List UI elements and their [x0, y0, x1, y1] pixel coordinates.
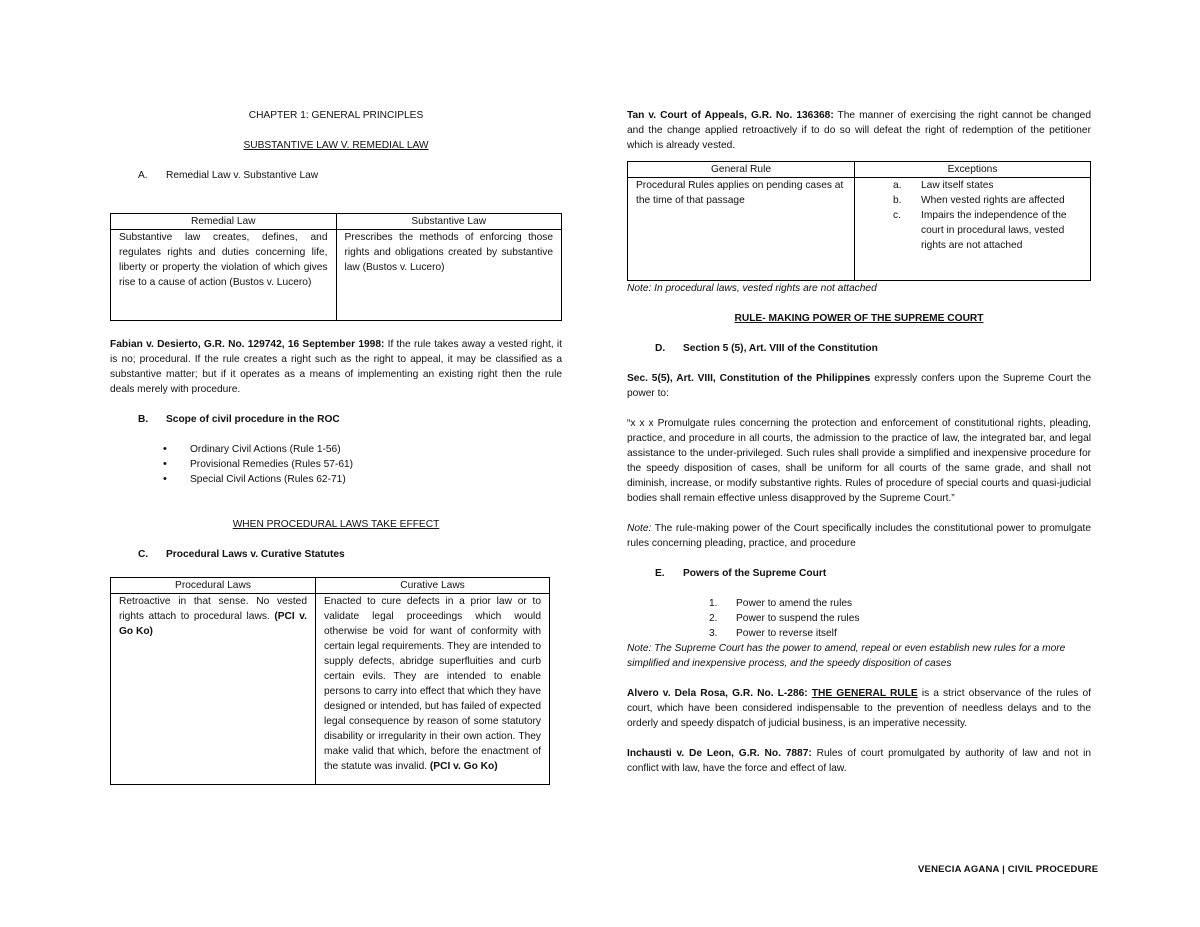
table-cell: Procedural Rules applies on pending cases at the time of that passage: [628, 178, 855, 281]
list-item: 2. Power to suspend the rules: [709, 613, 860, 624]
exceptions-list: [893, 178, 1082, 253]
note-rule-making: Note: The rule-making power of the Court specifically includes the constitutional power to promulgate rules concerning pleading, practice, and procedure: [627, 523, 1091, 549]
tan-case: Tan v. Court of Appeals, G.R. No. 136368: The manner of exercising the right cannot be changed and the change applied retroactively if to do so will defeat the right of redemption of the petitioner which is already vested.: [627, 110, 1091, 151]
table-cell: Enacted to cure defects in a prior law or to validate legal proceedings which would otherwise be void for want of conformity with certain legal requirements. They are intended to supply defects, abridge superfluities and curb certain evils. They are intended to enable persons to carry into effect that which they have designed or intended, but has failed of expected legal consequence by reason of some statutory disability or irregularity in their own action. They make valid that which, before the enactment of the statute was invalid. (PCI v. Go Ko): [316, 594, 550, 785]
table-header: General Rule: [628, 162, 855, 178]
sec5-paragraph: Sec. 5(5), Art. VIII, Constitution of the Philippines expressly confers upon the Supreme Court the power to:: [627, 373, 1091, 399]
inchausti-case: Inchausti v. De Leon, G.R. No. 7887: Rules of court promulgated by authority of law and not in conflict with law, have the force and effect of law.: [627, 748, 1091, 774]
section-title-rule-making: RULE- MAKING POWER OF THE SUPREME COURT: [734, 313, 984, 324]
alvero-case: Alvero v. Dela Rosa, G.R. No. L-286: THE GENERAL RULE is a strict observance of the rules of court, which have been considered indispensable to the prevention of needless delays and to the orderly and speedy dispatch of judicial business, is an imperative necessity.: [627, 688, 1091, 729]
list-item: b. When vested rights are affected: [893, 195, 1065, 206]
heading-b: B. Scope of civil procedure in the ROC: [138, 414, 340, 425]
section-title-substantive-remedial: SUBSTANTIVE LAW V. REMEDIAL LAW: [243, 140, 429, 151]
table-cell: Prescribes the methods of enforcing those rights and obligations created by substantive law (Bustos v. Lucero): [336, 230, 562, 321]
table-header: Exceptions: [855, 162, 1091, 178]
list-item: 3. Power to reverse itself: [709, 628, 837, 639]
table-cell: Retroactive in that sense. No vested rights attach to procedural laws. (PCI v. Go Ko): [111, 594, 316, 785]
powers-list: [627, 596, 1091, 641]
list-item: • Provisional Remedies (Rules 57-61): [190, 457, 562, 472]
procedural-curative-table: [110, 577, 550, 785]
section-title-procedural-laws: WHEN PROCEDURAL LAWS TAKE EFFECT: [232, 519, 440, 530]
chapter-title: CHAPTER 1: GENERAL PRINCIPLES: [248, 110, 424, 121]
heading-d: D. Section 5 (5), Art. VIII of the Constitution: [655, 343, 878, 354]
note-vested-rights: Note: In procedural laws, vested rights are not attached: [627, 283, 877, 294]
remedial-substantive-table: [110, 213, 562, 321]
right-column: [627, 108, 1091, 776]
fabian-case: Fabian v. Desierto, G.R. No. 129742, 16 September 1998: If the rule takes away a vested right, it is no; procedural. If the rule creates a right such as the right to appeal, it may be classified as a substantive matter; but if it operates as a means of implementing an existing right then the rule deals merely with procedure.: [110, 339, 563, 395]
general-rule-exceptions-table: [627, 161, 1091, 281]
page-footer: VENECIA AGANA | CIVIL PROCEDURE: [918, 864, 1099, 875]
constitution-quote: “x x x Promulgate rules concerning the protection and enforcement of constitutional rights, pleading, practice, and procedure in all courts, the admission to the practice of law, the integrated bar, and legal assistance to the under-privileged. Such rules shall provide a simplified and inexpensive procedure for the speedy disposition of cases, shall be uniform for all courts of the same grade, and shall not diminish, increase, or modify substantive rights. Rules of procedure of special courts and quasi-judicial bodies shall remain effective unless disapproved by the Supreme Court.”: [627, 418, 1091, 504]
list-item: • Special Civil Actions (Rules 62-71): [190, 472, 562, 487]
heading-a: A. Remedial Law v. Substantive Law: [138, 170, 319, 181]
list-item: 1. Power to amend the rules: [709, 598, 853, 609]
table-cell: [855, 178, 1091, 281]
heading-c: C. Procedural Laws v. Curative Statutes: [138, 549, 345, 560]
table-header: Procedural Laws: [111, 578, 316, 594]
note-supreme-court-power: Note: The Supreme Court has the power to amend, repeal or even establish new rules for a more simplified and inexpensive process, and the speedy disposition of cases: [627, 643, 1066, 669]
table-header: Remedial Law: [111, 214, 337, 230]
left-column: [110, 108, 562, 785]
list-item: c. Impairs the independence of the court in procedural laws, vested rights are not attached: [893, 210, 1067, 251]
table-header: Substantive Law: [336, 214, 562, 230]
table-cell: Substantive law creates, defines, and regulates rights and duties concerning life, liberty or property the violation of which gives rise to a cause of action (Bustos v. Lucero): [111, 230, 337, 321]
list-item: • Ordinary Civil Actions (Rule 1-56): [190, 442, 562, 457]
heading-e: E. Powers of the Supreme Court: [655, 568, 827, 579]
table-header: Curative Laws: [316, 578, 550, 594]
scope-list: [110, 442, 562, 487]
list-item: a. Law itself states: [893, 180, 994, 191]
